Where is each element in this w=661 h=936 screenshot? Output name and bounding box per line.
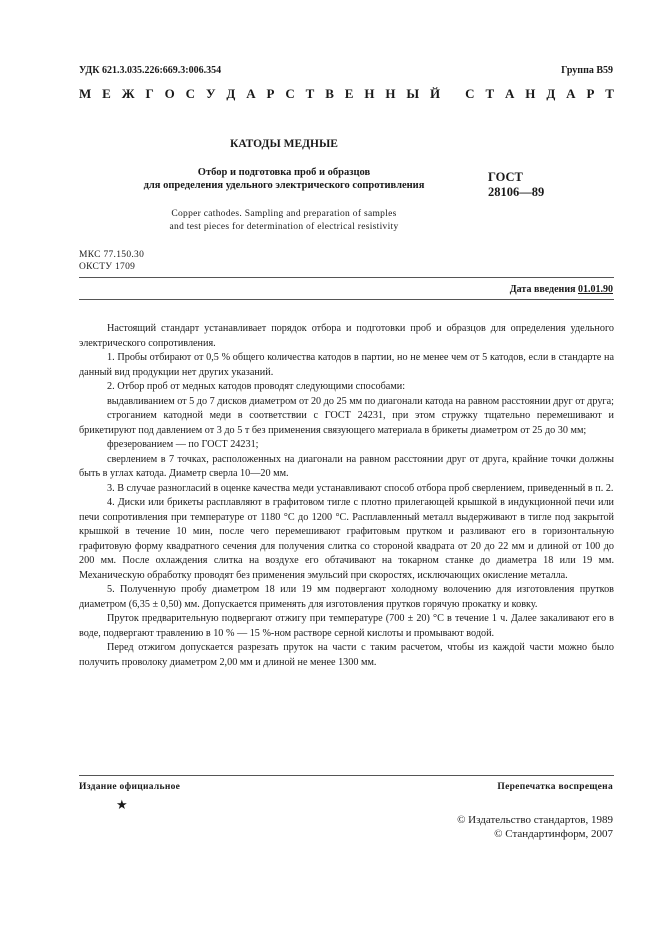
heading-letter: Е — [344, 86, 354, 101]
date-divider — [79, 299, 614, 300]
paragraph: Настоящий стандарт устанавливает порядок отбора и подготовки проб и образцов для определения удельного электрического сопротивления. — [79, 323, 614, 349]
group-code: Группа В59 — [561, 65, 613, 76]
introduction-date — [510, 284, 613, 295]
heading-letter: Ж — [121, 86, 135, 101]
paragraph: сверлением в 7 точках, расположенных на диагонали на равном расстоянии друг от друга, крайние точки должны быть в углах катода. Диаметр сверла 10—20 мм. — [79, 453, 614, 479]
heading-letter: Е — [102, 86, 111, 101]
introduction-date-value: 01.01.90 — [578, 284, 613, 295]
gost-code: 28106—89 — [488, 185, 545, 199]
reprint-prohibited-note: Перепечатка воспрещена — [497, 782, 613, 792]
english-title-line-2: and test pieces for determination of electrical resistivity — [169, 222, 399, 232]
paragraph: Пруток предварительную подвергают отжигу при температуре (700 ± 20) °С в течение 1 ч. Далее закаливают его в воде, подвергают травлению в 10 % — 15 %-ном растворе серной кислоты и промывают водой. — [79, 613, 614, 639]
heading-letter: А — [566, 86, 576, 101]
heading-letter: Н — [525, 86, 536, 101]
heading-letter: С — [285, 86, 295, 101]
official-edition-note: Издание официальное — [79, 782, 181, 792]
heading-letter: Г — [145, 86, 154, 101]
paragraph: 4. Диски или брикеты расплавляют в графитовом тигле с плотно прилегающей крышкой в индукционной печи или печи сопротивления при температуре от 1180 °С до 1200 °С. Расплавленный металл выдерживают в тигле под закрытой крышкой в течение 10 мин, после чего перемешивают графитовым прутком и разливают его в горизонтальную графитовую форму квадратного сечения для получения слитка со стороной квадрата от 20 до 22 мм и длиной от 100 до 200 мм. После охлаждения слитка на воздухе его обтачивают на токарном станке до диаметра 18 или 19 мм. Механическую обработку проводят без применения эмульсий при скоростях, исключающих окисление металла. — [79, 497, 614, 581]
subtitle-line-1: Отбор и подготовка проб и образцов — [197, 167, 371, 178]
heading-letter: Н — [385, 86, 396, 101]
heading-letter: В — [325, 86, 334, 101]
header-divider — [79, 277, 614, 278]
heading-letter: Р — [586, 86, 595, 101]
paragraph: строганием катодной меди в соответствии с ГОСТ 24231, при этом стружку тщательно перемешивают и брикетируют под давлением от 3 до 5 т без применения связующего материала в брикеты диаметром от 25 до 30 мм; — [79, 410, 614, 436]
footer-divider — [79, 775, 614, 776]
copyright-publisher: © Издательство стандартов, 1989 — [457, 814, 613, 826]
document-title: КАТОДЫ МЕДНЫЕ — [230, 138, 338, 150]
gost-number — [488, 170, 568, 200]
english-title-line-1: Copper cathodes. Sampling and preparation of samples — [171, 209, 397, 219]
heading-letter: Ы — [406, 86, 420, 101]
heading-letter: Д — [226, 86, 236, 101]
paragraph: 3. В случае разногласий в оценке качества меди устанавливают способ отбора проб сверлением, приведенный в п. 2. — [107, 482, 614, 494]
document-body — [79, 322, 614, 670]
heading-letter: Р — [266, 86, 275, 101]
heading-letter: О — [164, 86, 175, 101]
mks-code: МКС 77.150.30 — [79, 250, 145, 260]
subtitle-line-2: для определения удельного электрического сопротивления — [143, 180, 425, 191]
heading-letter: М — [79, 86, 92, 101]
heading-letter: Н — [364, 86, 375, 101]
paragraph: 5. Полученную пробу диаметром 18 или 19 мм подвергают холодному волочению для изготовления прутков диаметром (6,35 ± 0,50) мм. Допускается применять для изготовления прутков горячую прокатку и ковку. — [79, 584, 614, 610]
heading-letter: У — [205, 86, 216, 101]
english-title — [79, 208, 489, 234]
udk-code: УДК 621.3.035.226:669.3:006.354 — [79, 65, 222, 76]
paragraph: фрезерованием — по ГОСТ 24231; — [107, 439, 259, 450]
heading-letter: Т — [305, 86, 315, 101]
paragraph: выдавливанием от 5 до 7 дисков диаметром от 20 до 25 мм по диагонали катода на равном расстоянии друг от друга; — [107, 395, 614, 407]
document-subtitle — [79, 166, 489, 192]
heading-letter: А — [505, 86, 515, 101]
heading-letter: Т — [485, 86, 495, 101]
okstu-code: ОКСТУ 1709 — [79, 262, 136, 272]
classification-codes — [79, 249, 144, 273]
star-icon: ★ — [116, 797, 128, 812]
heading-letter: Д — [546, 86, 556, 101]
copyright-standartinform: © Стандартинформ, 2007 — [494, 828, 613, 840]
standard-type-heading — [79, 86, 614, 102]
paragraph: 1. Пробы отбирают от 0,5 % общего количества катодов в партии, но не менее чем от 5 катодов, если в стандарте на данный вид продукции нет других указаний. — [79, 352, 614, 378]
heading-letter: С — [465, 86, 475, 101]
paragraph: Перед отжигом допускается разрезать пруток на части с таким расчетом, чтобы из каждой части можно было получить проволоку диаметром 2,00 мм и длиной не менее 1300 мм. — [79, 642, 614, 668]
gost-label: ГОСТ — [488, 170, 523, 184]
heading-letter: А — [246, 86, 256, 101]
paragraph: 2. Отбор проб от медных катодов проводят следующими способами: — [107, 381, 406, 392]
heading-letter: С — [185, 86, 196, 101]
heading-letter: Й — [430, 86, 441, 101]
heading-letter: Т — [605, 86, 614, 101]
heading-letter — [451, 86, 454, 102]
introduction-date-label: Дата введения — [509, 284, 578, 295]
